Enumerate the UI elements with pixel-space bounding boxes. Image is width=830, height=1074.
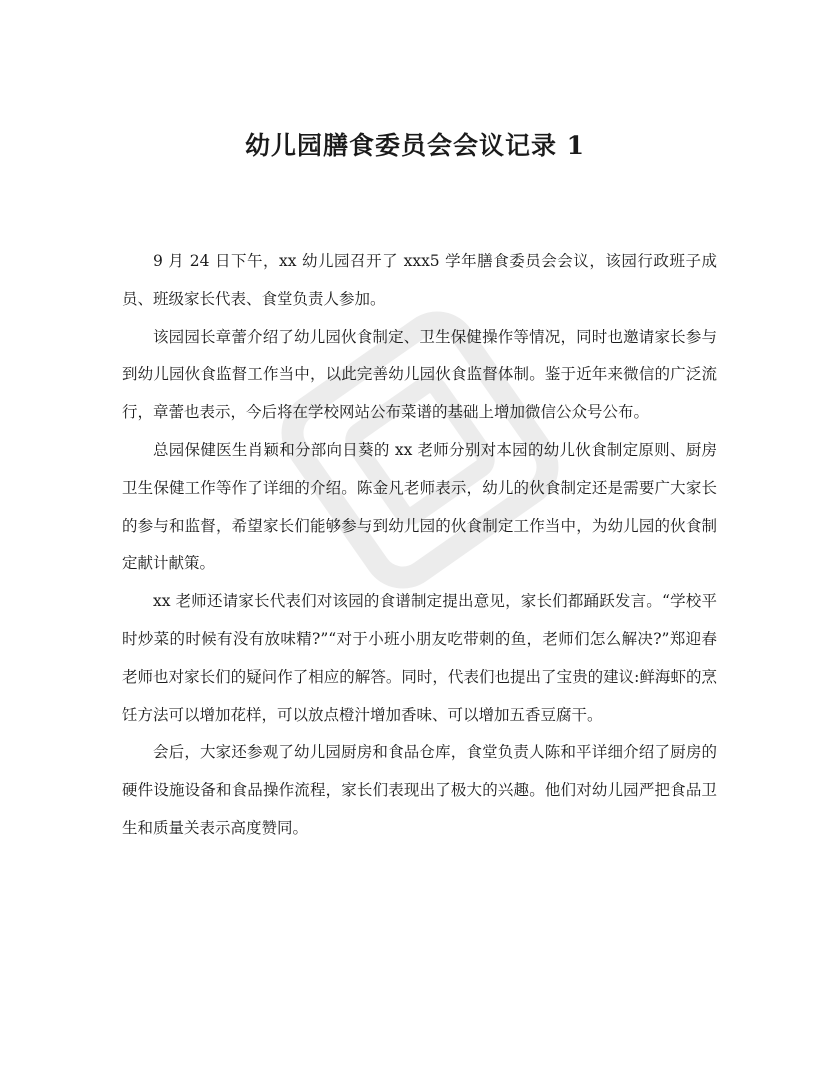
document-title: 幼儿园膳食委员会会议记录 1 bbox=[244, 131, 586, 160]
document-body bbox=[122, 243, 717, 848]
paragraph-4: xx 老师还请家长代表们对该园的食谱制定提出意见，家长们都踊跃发言。“学校平时炒菜的时候有没有放味精?”“对于小班小朋友吃带刺的鱼，老师们怎么解决?”郑迎春老师也对家长们的疑问作了相应的解答。同时，代表们也提出了宝贵的建议:鲜海虾的烹饪方法可以增加花样，可以放点橙汁增加香味、可以增加五香豆腐干。 bbox=[122, 592, 717, 724]
paragraph-1: 9 月 24 日下午，xx 幼儿园召开了 xxx5 学年膳食委员会会议，该园行政班子成员、班级家长代表、食堂负责人参加。 bbox=[122, 252, 717, 308]
paragraph-5: 会后，大家还参观了幼儿园厨房和食品仓库，食堂负责人陈和平详细介绍了厨房的硬件设施设备和食品操作流程，家长们表现出了极大的兴趣。他们对幼儿园严把食品卫生和质量关表示高度赞同。 bbox=[122, 743, 717, 837]
paragraph-3: 总园保健医生肖颖和分部向日葵的 xx 老师分别对本园的幼儿伙食制定原则、厨房卫生保健工作等作了详细的介绍。陈金凡老师表示，幼儿的伙食制定还是需要广大家长的参与和监督，希望家长们能够参与到幼儿园的伙食制定工作当中，为幼儿园的伙食制定献计献策。 bbox=[122, 440, 717, 573]
paragraph-2: 该园园长章蕾介绍了幼儿园伙食制定、卫生保健操作等情况，同时也邀请家长参与到幼儿园伙食监督工作当中，以此完善幼儿园伙食监督体制。鉴于近年来微信的广泛流行，章蕾也表示，今后将在学校网站公布菜谱的基础上增加微信公众号公布。 bbox=[122, 327, 717, 422]
